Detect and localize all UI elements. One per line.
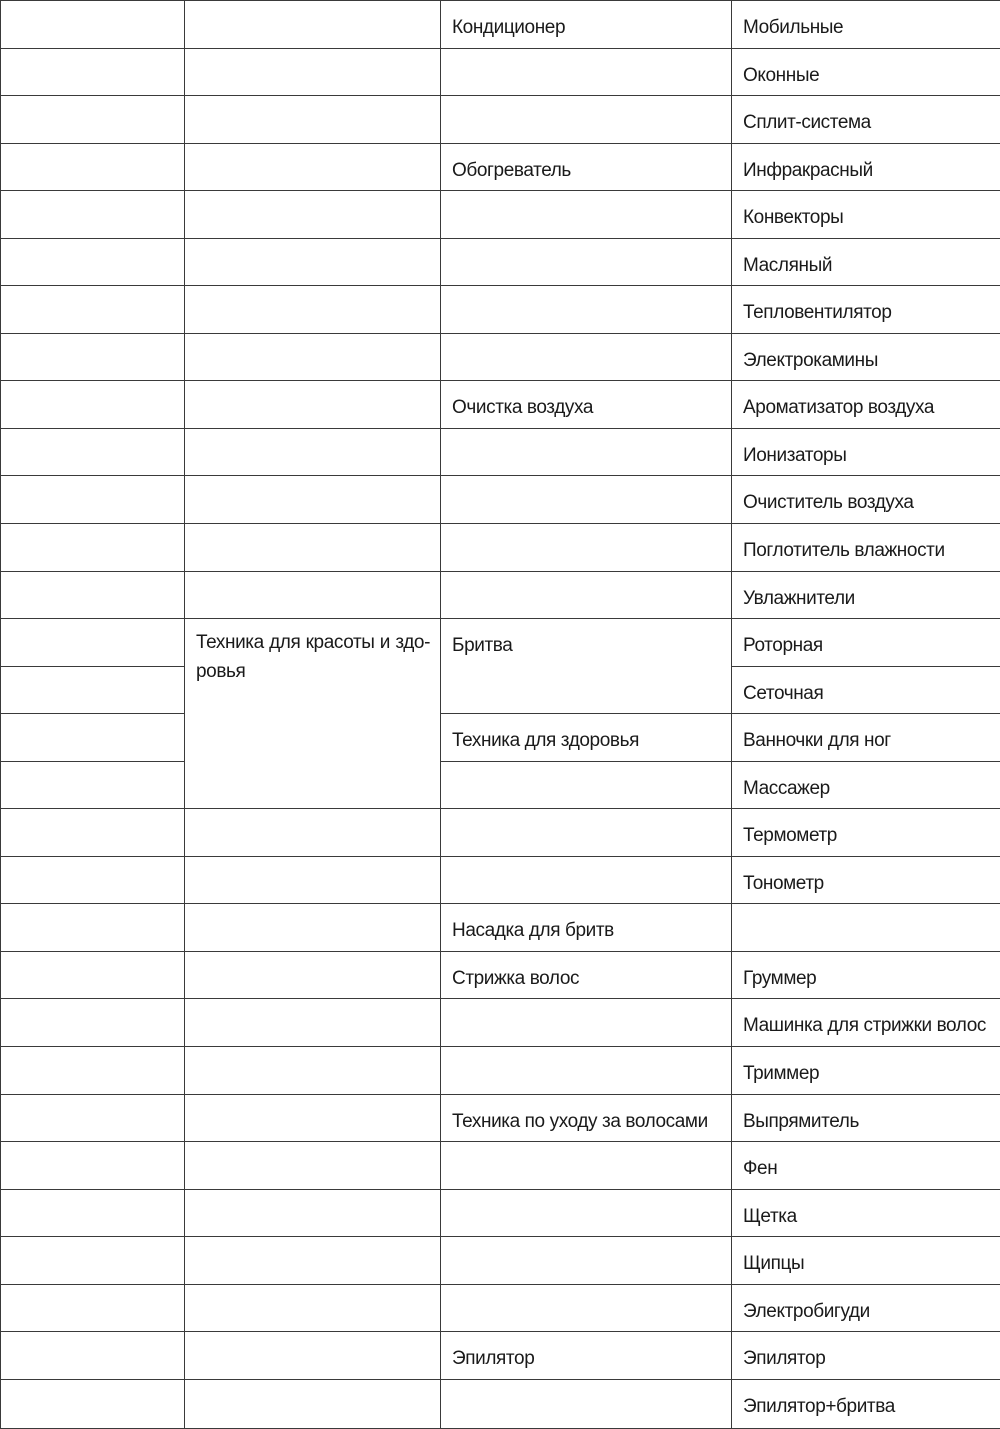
subcategory-cell: Эпилятор [441, 1332, 732, 1380]
subcategory-cell [441, 524, 732, 572]
table-cell-empty [185, 952, 441, 1000]
subcategory-cell: Обогреватель [441, 144, 732, 192]
table-cell-empty [185, 524, 441, 572]
product-type-cell: Триммер [732, 1047, 1000, 1095]
table-cell-empty [1, 1142, 185, 1190]
subcategory-cell: Стрижка волос [441, 952, 732, 1000]
table-cell-empty [1, 429, 185, 477]
table-cell-empty [1, 904, 185, 952]
table-cell-empty [185, 1237, 441, 1285]
table-cell-empty [1, 96, 185, 144]
product-type-cell: Щетка [732, 1190, 1000, 1238]
table-cell-empty [1, 1, 185, 49]
product-type-cell: Массажер [732, 762, 1000, 810]
table-cell-empty [1, 619, 185, 667]
subcategory-cell [441, 49, 732, 97]
table-cell-empty [1, 286, 185, 334]
table-cell-empty [185, 1332, 441, 1380]
subcategory-cell [441, 572, 732, 620]
table-cell-empty [1, 524, 185, 572]
product-type-cell: Электробигуди [732, 1285, 1000, 1333]
product-type-cell: Мобильные [732, 1, 1000, 49]
product-type-cell: Груммер [732, 952, 1000, 1000]
subcategory-cell: Кондиционер [441, 1, 732, 49]
table-cell-empty [185, 1, 441, 49]
subcategory-cell [441, 429, 732, 477]
table-cell-empty [1, 476, 185, 524]
subcategory-cell [441, 1237, 732, 1285]
table-cell-empty [185, 49, 441, 97]
product-type-cell: Электрокамины [732, 334, 1000, 382]
table-cell-empty [185, 999, 441, 1047]
table-cell-empty [1, 667, 185, 715]
product-type-cell: Фен [732, 1142, 1000, 1190]
table-cell-empty [185, 1047, 441, 1095]
table-cell-empty [1, 572, 185, 620]
table-cell-empty [185, 286, 441, 334]
table-cell-empty [1, 1095, 185, 1143]
product-type-cell: Сеточная [732, 667, 1000, 715]
product-type-cell: Оконные [732, 49, 1000, 97]
table-cell-empty [185, 572, 441, 620]
table-cell-empty [1, 49, 185, 97]
product-type-cell: Эпилятор+бритва [732, 1380, 1000, 1429]
product-type-cell: Инфракрасный [732, 144, 1000, 192]
subcategory-cell [441, 96, 732, 144]
table-cell-empty [1, 857, 185, 905]
product-type-cell: Машинка для стрижки волос [732, 999, 1000, 1047]
table-cell-empty [1, 144, 185, 192]
product-type-cell: Масляный [732, 239, 1000, 287]
subcategory-cell [441, 1190, 732, 1238]
table-cell-empty [185, 809, 441, 857]
subcategory-cell: Очистка воздуха [441, 381, 732, 429]
table-cell-empty [1, 714, 185, 762]
product-type-cell: Термометр [732, 809, 1000, 857]
subcategory-cell [441, 239, 732, 287]
product-type-cell: Поглотитель влажности [732, 524, 1000, 572]
product-type-cell: Увлажнители [732, 572, 1000, 620]
subcategory-cell [441, 286, 732, 334]
subcategory-cell: Техника по уходу за волосами [441, 1095, 732, 1143]
subcategory-cell [441, 191, 732, 239]
product-type-cell: Щипцы [732, 1237, 1000, 1285]
subcategory-cell [441, 1380, 732, 1429]
table-cell-empty [185, 429, 441, 477]
table-cell-empty [185, 381, 441, 429]
table-cell-empty [185, 334, 441, 382]
subcategory-cell [441, 999, 732, 1047]
subcategory-cell [441, 1285, 732, 1333]
table-cell-empty [185, 1142, 441, 1190]
subcategory-cell [441, 762, 732, 810]
table-cell-empty [1, 1047, 185, 1095]
table-cell-empty [185, 1380, 441, 1429]
group-category-cell: Техника для красоты и здо-ровья [185, 619, 441, 809]
table-cell-empty [1, 999, 185, 1047]
table-cell-empty [1, 1285, 185, 1333]
subcategory-cell [441, 1142, 732, 1190]
table-cell-empty [1, 1190, 185, 1238]
subcategory-cell [441, 857, 732, 905]
product-type-cell: Сплит-система [732, 96, 1000, 144]
product-type-cell: Ионизаторы [732, 429, 1000, 477]
product-type-cell: Очиститель воздуха [732, 476, 1000, 524]
table-cell-empty [1, 334, 185, 382]
table-cell-empty [185, 96, 441, 144]
subcategory-cell [441, 476, 732, 524]
table-cell-empty [1, 809, 185, 857]
table-cell-empty [1, 1380, 185, 1429]
product-type-cell [732, 904, 1000, 952]
product-type-cell: Ароматизатор воздуха [732, 381, 1000, 429]
product-type-cell: Выпрямитель [732, 1095, 1000, 1143]
table-cell-empty [185, 1190, 441, 1238]
product-type-cell: Тепловентилятор [732, 286, 1000, 334]
product-type-cell: Ванночки для ног [732, 714, 1000, 762]
table-cell-empty [185, 476, 441, 524]
table-cell-empty [1, 239, 185, 287]
table-cell-empty [185, 144, 441, 192]
subcategory-cell: Насадка для бритв [441, 904, 732, 952]
table-cell-empty [1, 952, 185, 1000]
product-type-cell: Эпилятор [732, 1332, 1000, 1380]
subcategory-cell [441, 809, 732, 857]
table-cell-empty [185, 191, 441, 239]
product-type-cell: Тонометр [732, 857, 1000, 905]
table-cell-empty [1, 381, 185, 429]
subcategory-cell [441, 1047, 732, 1095]
table-cell-empty [185, 1095, 441, 1143]
table-cell-empty [1, 762, 185, 810]
table-cell-empty [1, 191, 185, 239]
table-cell-empty [1, 1332, 185, 1380]
table-cell-empty [185, 1285, 441, 1333]
product-type-cell: Роторная [732, 619, 1000, 667]
product-type-cell: Конвекторы [732, 191, 1000, 239]
subcategory-cell: Бритва [441, 619, 732, 714]
table-cell-empty [185, 857, 441, 905]
subcategory-cell: Техника для здоровья [441, 714, 732, 762]
table-cell-empty [185, 904, 441, 952]
table-cell-empty [1, 1237, 185, 1285]
table-cell-empty [185, 239, 441, 287]
subcategory-cell [441, 334, 732, 382]
